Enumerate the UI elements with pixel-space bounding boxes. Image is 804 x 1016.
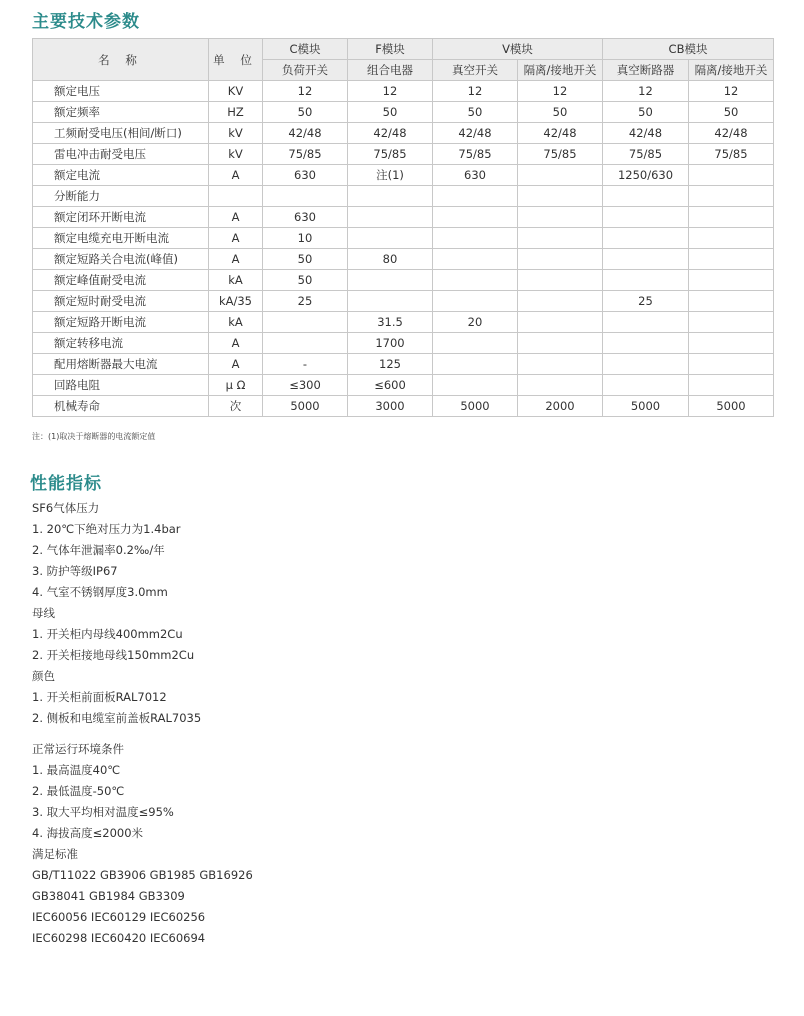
row-value-cell: 12 [348,81,433,102]
performance-line: 1. 最高温度40℃ [32,763,121,777]
row-value-cell [518,333,603,354]
row-value-cell: 630 [433,165,518,186]
header-unit: 单 位 [209,39,263,81]
row-value-cell: - [263,354,348,375]
row-value-cell: 5000 [603,396,689,417]
table-row [33,354,774,375]
row-value-cell [689,354,774,375]
row-value-cell: 50 [263,102,348,123]
row-value-cell [433,354,518,375]
header-sub-v-vacuum: 真空开关 [433,60,518,81]
row-value-cell [689,228,774,249]
table-row [33,270,774,291]
performance-line: 2. 侧板和电缆室前盖板RAL7035 [32,711,202,725]
row-name: 机械寿命 [33,396,209,417]
row-name: 额定频率 [33,102,209,123]
row-name: 额定短路开断电流 [33,312,209,333]
table-row [33,291,774,312]
row-name: 额定峰值耐受电流 [33,270,209,291]
table-row [33,102,774,123]
row-value-cell [518,228,603,249]
row-value-cell: 3000 [348,396,433,417]
row-value-cell [603,312,689,333]
row-value-cell [433,186,518,207]
header-group-cb: CB模块 [603,39,774,60]
row-value-cell: 20 [433,312,518,333]
performance-line: GB38041 GB1984 GB3309 [32,889,185,903]
row-value-cell: 75/85 [518,144,603,165]
table-row [33,207,774,228]
row-value-cell [689,249,774,270]
table-row [33,228,774,249]
row-value-cell [689,312,774,333]
row-value-cell: 630 [263,207,348,228]
row-value-cell [603,186,689,207]
row-value-cell: 42/48 [433,123,518,144]
row-value-cell: 50 [433,102,518,123]
row-name: 额定转移电流 [33,333,209,354]
row-name: 额定短路关合电流(峰值) [33,249,209,270]
row-value-cell [518,312,603,333]
row-value-cell: 75/85 [689,144,774,165]
row-name: 额定电流 [33,165,209,186]
row-value-cell [348,291,433,312]
row-value-cell [518,207,603,228]
table-row [33,81,774,102]
row-value-cell [689,165,774,186]
table-row [33,396,774,417]
row-value-cell [433,291,518,312]
performance-line: 1. 开关柜前面板RAL7012 [32,690,167,704]
row-value-cell: 630 [263,165,348,186]
row-value-cell: 50 [689,102,774,123]
row-value-cell: 2000 [518,396,603,417]
performance-line: 2. 气体年泄漏率0.2‰/年 [32,543,165,557]
row-value-cell [518,354,603,375]
row-value-cell: 80 [348,249,433,270]
row-value-cell [263,312,348,333]
spacer [32,731,772,741]
row-value-cell [433,375,518,396]
row-value-cell: 12 [518,81,603,102]
row-value-cell [689,186,774,207]
row-value-cell: 42/48 [689,123,774,144]
row-value-cell: 1250/630 [603,165,689,186]
performance-line: 正常运行环境条件 [32,742,124,756]
row-value-cell: 75/85 [263,144,348,165]
header-group-f: F模块 [348,39,433,60]
row-value-cell [433,249,518,270]
performance-line: 母线 [32,606,55,620]
row-value-cell [348,270,433,291]
row-value-cell: 12 [433,81,518,102]
row-unit: HZ [209,102,263,123]
row-name: 工频耐受电压(相间/断口) [33,123,209,144]
row-value-cell [348,186,433,207]
row-value-cell [518,375,603,396]
row-value-cell: 25 [263,291,348,312]
row-value-cell [603,354,689,375]
row-value-cell [603,375,689,396]
row-value-cell: 1700 [348,333,433,354]
row-value-cell: 42/48 [348,123,433,144]
row-unit: A [209,165,263,186]
row-value-cell [348,228,433,249]
row-unit: A [209,354,263,375]
row-value-cell [603,228,689,249]
spec-table [32,38,774,417]
table-row [33,123,774,144]
row-value-cell: 42/48 [518,123,603,144]
row-value-cell [433,207,518,228]
row-value-cell [433,333,518,354]
row-unit: A [209,333,263,354]
performance-line: 2. 最低温度-50℃ [32,784,125,798]
header-sub-f-combined: 组合电器 [348,60,433,81]
row-value-cell [603,333,689,354]
row-name: 分断能力 [33,186,209,207]
row-value-cell [263,333,348,354]
performance-line: 4. 气室不锈钢厚度3.0mm [32,585,168,599]
row-value-cell: 5000 [263,396,348,417]
row-value-cell: 75/85 [348,144,433,165]
row-value-cell: 注(1) [348,165,433,186]
table-header-row-1 [33,39,774,60]
row-value-cell [518,186,603,207]
row-unit: kA [209,270,263,291]
row-value-cell [433,270,518,291]
performance-line: 满足标准 [32,847,78,861]
table-row [33,333,774,354]
row-unit: kA [209,312,263,333]
performance-line: 3. 取大平均相对温度≤95% [32,805,174,819]
row-value-cell [263,186,348,207]
row-value-cell: 50 [518,102,603,123]
row-value-cell [348,207,433,228]
row-value-cell: 125 [348,354,433,375]
row-unit: A [209,207,263,228]
row-value-cell [518,291,603,312]
row-value-cell: 75/85 [433,144,518,165]
row-value-cell: 10 [263,228,348,249]
row-value-cell [518,249,603,270]
row-value-cell [603,207,689,228]
row-value-cell: 42/48 [263,123,348,144]
row-value-cell: 31.5 [348,312,433,333]
table-row [33,186,774,207]
row-value-cell: 50 [263,249,348,270]
performance-line: 4. 海拔高度≤2000米 [32,826,144,840]
performance-line: 2. 开关柜接地母线150mm2Cu [32,648,195,662]
row-unit: KV [209,81,263,102]
row-unit: kV [209,144,263,165]
row-value-cell [689,270,774,291]
table-row [33,144,774,165]
table-row [33,375,774,396]
header-sub-cb-breaker: 真空断路器 [603,60,689,81]
header-group-v: V模块 [433,39,603,60]
row-unit: A [209,228,263,249]
row-value-cell: 50 [348,102,433,123]
header-sub-v-isolation: 隔离/接地开关 [518,60,603,81]
row-unit: A [209,249,263,270]
section-title-main-parameters: 主要技术参数 [32,12,140,32]
row-value-cell: 12 [603,81,689,102]
row-unit: μ Ω [209,375,263,396]
row-value-cell: 25 [603,291,689,312]
row-value-cell [603,249,689,270]
row-value-cell: 12 [689,81,774,102]
row-value-cell [689,375,774,396]
row-value-cell: ≤300 [263,375,348,396]
row-name: 额定闭环开断电流 [33,207,209,228]
performance-line: SF6气体压力 [32,501,100,515]
header-sub-cb-isolation: 隔离/接地开关 [689,60,774,81]
row-value-cell [433,228,518,249]
table-footnote: 注：(1)取决于熔断器的电流额定值 [32,432,156,441]
row-name: 额定短时耐受电流 [33,291,209,312]
row-value-cell: 42/48 [603,123,689,144]
row-value-cell: 12 [263,81,348,102]
row-name: 额定电缆充电开断电流 [33,228,209,249]
row-value-cell: 50 [263,270,348,291]
row-name: 配用熔断器最大电流 [33,354,209,375]
section-title-performance: 性能指标 [30,474,102,494]
row-unit: 次 [209,396,263,417]
row-name: 额定电压 [33,81,209,102]
row-unit [209,186,263,207]
row-unit: kA/35 [209,291,263,312]
performance-line: IEC60298 IEC60420 IEC60694 [32,931,206,945]
row-value-cell [689,207,774,228]
row-value-cell: 5000 [433,396,518,417]
header-sub-c-load-switch: 负荷开关 [263,60,348,81]
row-value-cell: 5000 [689,396,774,417]
performance-line: 1. 开关柜内母线400mm2Cu [32,627,183,641]
row-value-cell [689,333,774,354]
performance-list [32,500,772,951]
row-value-cell [518,165,603,186]
performance-line: 颜色 [32,669,55,683]
row-name: 雷电冲击耐受电压 [33,144,209,165]
performance-line: GB/T11022 GB3906 GB1985 GB16926 [32,868,253,882]
row-value-cell: ≤600 [348,375,433,396]
row-value-cell: 75/85 [603,144,689,165]
row-unit: kV [209,123,263,144]
table-row [33,249,774,270]
row-value-cell [603,270,689,291]
row-name: 回路电阻 [33,375,209,396]
spec-table-body [33,81,774,417]
header-group-c: C模块 [263,39,348,60]
performance-line: IEC60056 IEC60129 IEC60256 [32,910,206,924]
header-name: 名 称 [33,39,209,81]
row-value-cell [518,270,603,291]
performance-line: 3. 防护等级IP67 [32,564,118,578]
row-value-cell [689,291,774,312]
table-row [33,165,774,186]
performance-line: 1. 20℃下绝对压力为1.4bar [32,522,181,536]
row-value-cell: 50 [603,102,689,123]
table-row [33,312,774,333]
